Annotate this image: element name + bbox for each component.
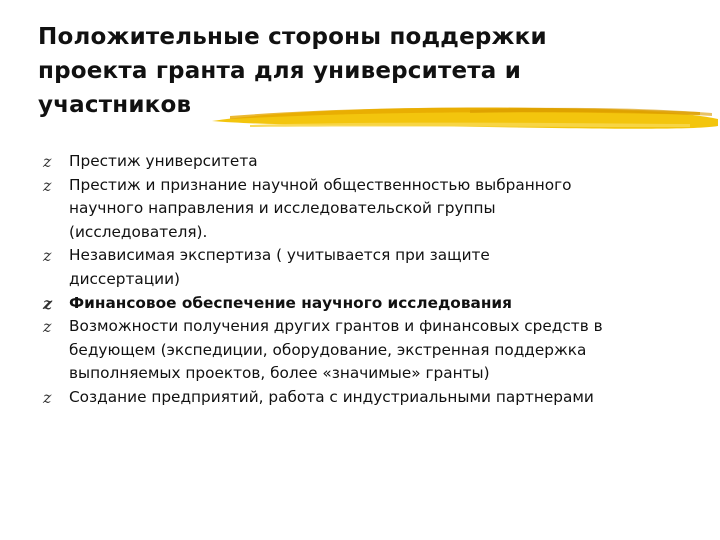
bullet-item-highlighted	[40, 292, 700, 316]
slide-title-line: участников	[38, 92, 192, 118]
bullet-marker-icon: z	[43, 387, 52, 407]
slide-title-line: Положительные стороны поддержки	[38, 24, 547, 50]
bullet-item	[40, 315, 700, 386]
bullet-marker-icon: z	[43, 246, 52, 266]
slide-title	[38, 20, 698, 122]
bullet-text-line: Независимая экспертиза ( учитывается при защите	[69, 246, 490, 265]
bullet-item	[40, 174, 700, 245]
bullet-text-line: Престиж и признание научной общественностью выбранного	[69, 175, 572, 194]
bullet-text-line: бедующем (экспедиции, оборудование, экстренная поддержка	[69, 340, 587, 359]
bullet-text-line: Создание предприятий, работа с индустриальными партнерами	[69, 387, 594, 406]
bullet-text-line: выполняемых проектов, более «значимые» гранты)	[69, 364, 490, 383]
bullet-marker-icon: z	[43, 175, 52, 195]
bullet-marker-icon: z	[43, 152, 52, 171]
bullet-marker-icon: z	[43, 293, 53, 313]
bullet-item	[40, 386, 700, 410]
bullet-text-line: Возможности получения других грантов и финансовых средств в	[69, 317, 603, 336]
bullet-text-line: диссертации)	[69, 269, 181, 288]
bullet-list	[40, 150, 700, 410]
bullet-item	[40, 244, 700, 291]
bullet-text-line: научного направления и исследовательской группы	[69, 199, 496, 218]
slide-title-line: проекта гранта для университета и	[38, 58, 522, 84]
bullet-text-line: Престиж университета	[69, 152, 258, 170]
bullet-text-line: (исследователя).	[69, 222, 208, 241]
bullet-text-line: Финансовое обеспечение научного исследования	[69, 293, 512, 312]
bullet-item	[40, 150, 700, 174]
bullet-marker-icon: z	[43, 317, 52, 337]
